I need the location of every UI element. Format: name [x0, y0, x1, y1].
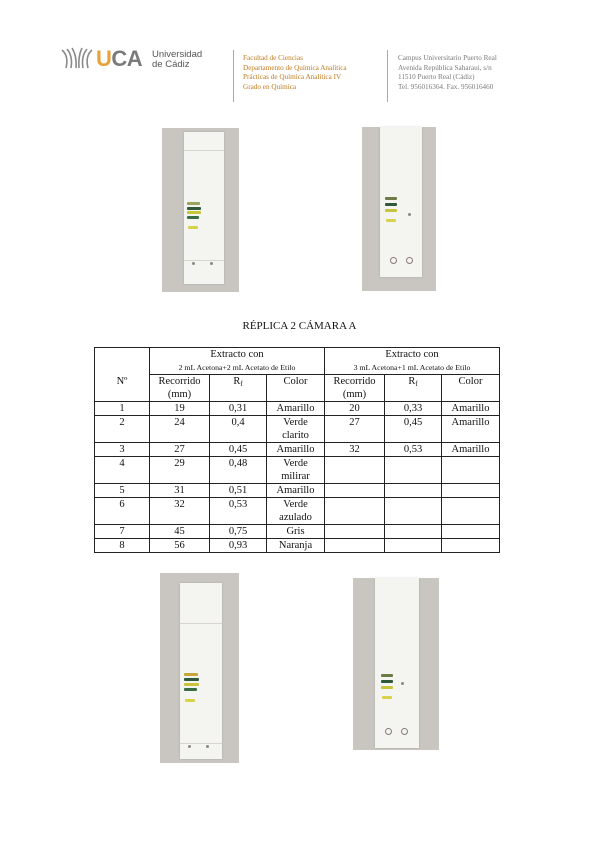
cell-n: 4 — [95, 457, 150, 484]
table-row — [95, 525, 500, 539]
uca-emblem-icon — [60, 46, 94, 72]
table-row — [95, 402, 500, 416]
table-column-header-row — [95, 375, 500, 402]
campus-line: Campus Universitario Puerto Real — [398, 54, 497, 62]
table-row — [95, 539, 500, 553]
cell-recorrido — [325, 498, 385, 525]
cell-color: Verde milirar — [267, 457, 325, 484]
cell-recorrido: 32 — [150, 498, 210, 525]
cell-color: Amarillo — [442, 402, 500, 416]
cell-color — [442, 498, 500, 525]
group-header-1: Extracto con 2 mL Acetona+2 mL Acetato de Etilo — [150, 348, 325, 375]
section-title: RÉPLICA 2 CÁMARA A — [242, 320, 357, 332]
cell-rf: 0,53 — [210, 498, 267, 525]
cell-n: 5 — [95, 484, 150, 498]
col-header-rf: Rf — [385, 375, 442, 402]
cell-recorrido — [325, 539, 385, 553]
cell-n: 1 — [95, 402, 150, 416]
faculty-info — [243, 54, 347, 92]
table-group-header-row — [95, 348, 500, 375]
cell-recorrido — [325, 484, 385, 498]
table-row — [95, 484, 500, 498]
header-divider — [387, 50, 388, 102]
cell-n: 6 — [95, 498, 150, 525]
cell-rf — [385, 498, 442, 525]
table-row — [95, 416, 500, 443]
cell-rf: 0,4 — [210, 416, 267, 443]
cell-recorrido: 24 — [150, 416, 210, 443]
cell-recorrido: 19 — [150, 402, 210, 416]
cell-color — [442, 525, 500, 539]
tlc-plate — [380, 127, 422, 277]
cell-color — [442, 457, 500, 484]
cell-color: Verde clarito — [267, 416, 325, 443]
tlc-photo-bottom-right — [353, 578, 439, 750]
cell-n: 8 — [95, 539, 150, 553]
cell-recorrido: 32 — [325, 443, 385, 457]
cell-color: Gris — [267, 525, 325, 539]
tlc-plate — [180, 583, 222, 759]
cell-recorrido: 20 — [325, 402, 385, 416]
cell-rf — [385, 525, 442, 539]
rf-results-table — [94, 347, 500, 553]
tlc-photo-top-left — [162, 128, 239, 292]
faculty-line: Facultad de Ciencias — [243, 54, 303, 62]
university-name: Universidad de Cádiz — [152, 49, 203, 70]
brand-wordmark: UCA — [96, 46, 143, 71]
cell-n: 2 — [95, 416, 150, 443]
cell-n: 7 — [95, 525, 150, 539]
cell-recorrido: 27 — [325, 416, 385, 443]
cell-rf: 0,51 — [210, 484, 267, 498]
cell-rf — [385, 484, 442, 498]
cell-rf: 0,33 — [385, 402, 442, 416]
cell-recorrido: 56 — [150, 539, 210, 553]
col-header-recorrido: Recorrido (mm) — [150, 375, 210, 402]
cell-recorrido: 29 — [150, 457, 210, 484]
course-line: Prácticas de Química Analítica IV — [243, 73, 342, 81]
col-header-n: Nº — [95, 375, 150, 402]
tlc-plate — [184, 132, 224, 284]
department-line: Departamento de Química Analítica — [243, 63, 347, 72]
cell-color: Amarillo — [442, 416, 500, 443]
group-header-2: Extracto con 3 mL Acetona+1 mL Acetato de Etilo — [325, 348, 500, 375]
table-row — [95, 498, 500, 525]
header-divider — [233, 50, 234, 102]
corner-cell — [95, 348, 150, 375]
cell-rf: 0,45 — [210, 443, 267, 457]
cell-color: Amarillo — [267, 484, 325, 498]
address-line: Avenida República Saharaui, s/n — [398, 63, 492, 72]
cell-color: Naranja — [267, 539, 325, 553]
table-row — [95, 457, 500, 484]
col-header-color: Color — [442, 375, 500, 402]
col-header-rf: Rf — [210, 375, 267, 402]
cell-n: 3 — [95, 443, 150, 457]
table-row — [95, 443, 500, 457]
cell-recorrido — [325, 525, 385, 539]
cell-color: Amarillo — [267, 443, 325, 457]
cell-rf: 0,53 — [385, 443, 442, 457]
cell-recorrido: 27 — [150, 443, 210, 457]
cell-color: Amarillo — [442, 443, 500, 457]
cell-rf — [385, 457, 442, 484]
cell-rf — [385, 539, 442, 553]
university-logo — [60, 44, 210, 74]
tlc-plate — [375, 578, 419, 748]
col-header-color: Color — [267, 375, 325, 402]
cell-recorrido: 45 — [150, 525, 210, 539]
cell-recorrido: 31 — [150, 484, 210, 498]
degree-line: Grado en Química — [243, 82, 297, 91]
cell-color: Verde azulado — [267, 498, 325, 525]
cell-color — [442, 539, 500, 553]
cell-recorrido — [325, 457, 385, 484]
tlc-photo-top-right — [362, 127, 436, 291]
col-header-recorrido: Recorrido (mm) — [325, 375, 385, 402]
cell-rf: 0,93 — [210, 539, 267, 553]
cell-color — [442, 484, 500, 498]
phone-line: Tel. 956016364. Fax. 956016460 — [398, 82, 494, 91]
cell-rf: 0,75 — [210, 525, 267, 539]
cell-rf: 0,45 — [385, 416, 442, 443]
cell-color: Amarillo — [267, 402, 325, 416]
cell-rf: 0,31 — [210, 402, 267, 416]
campus-info — [398, 54, 497, 92]
tlc-photo-bottom-left — [160, 573, 239, 763]
cell-rf: 0,48 — [210, 457, 267, 484]
city-line: 11510 Puerto Real (Cádiz) — [398, 73, 475, 81]
